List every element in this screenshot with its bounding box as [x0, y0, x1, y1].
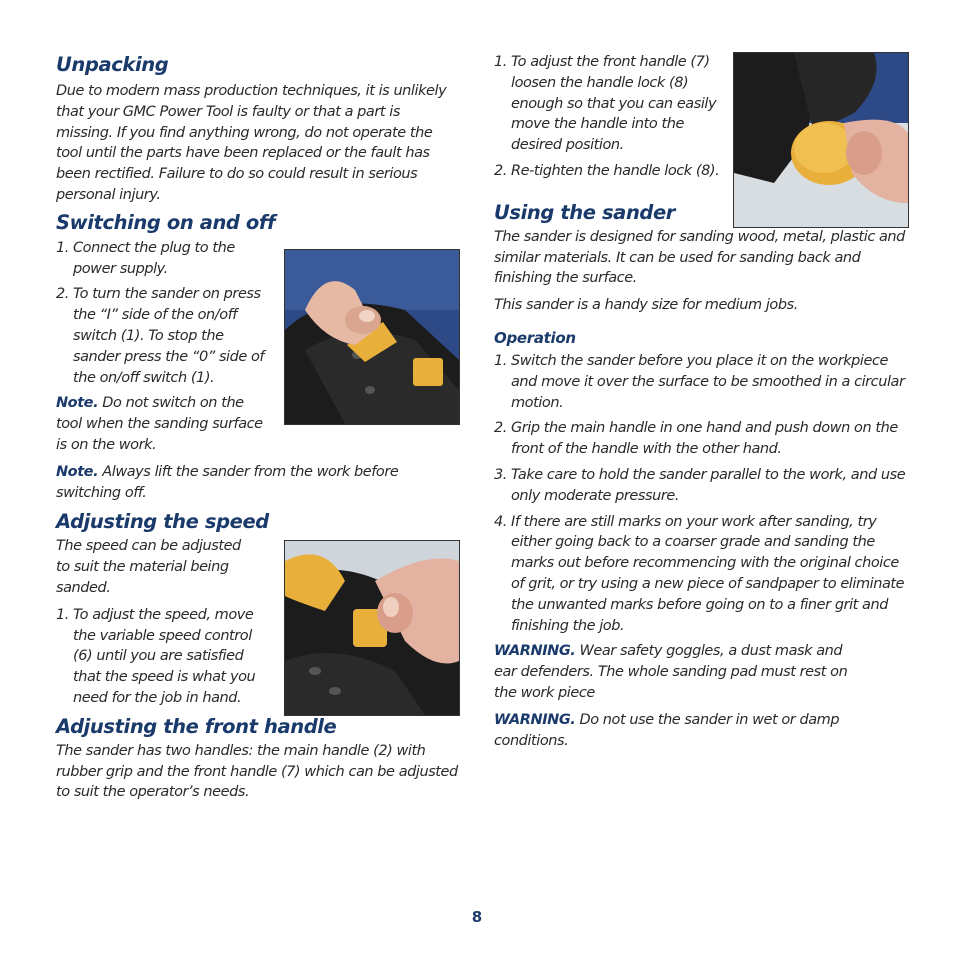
- front-handle-heading: Adjusting the front handle: [56, 714, 337, 738]
- switching-note-1: Note. Do not switch on the tool when the sanding surface is on the work.: [56, 395, 263, 453]
- list-item: 2. Grip the main handle in one hand and push down on the front of the handle with the other hand.: [494, 420, 898, 458]
- operation-heading: Operation: [494, 328, 576, 347]
- using-body-2: This sander is a handy size for medium jobs.: [494, 297, 798, 314]
- page-number: 8: [471, 908, 483, 926]
- warning-2: WARNING. Do not use the sander in wet or damp conditions.: [494, 711, 840, 749]
- list-item: 1. To adjust the speed, move the variable speed control (6) until you are satisfied that the speed is what you need for the job in hand.: [56, 606, 256, 706]
- switching-steps: [56, 238, 268, 389]
- list-item: 1. Connect the plug to the power supply.: [56, 239, 235, 277]
- speed-steps: [56, 605, 268, 709]
- list-item: 3. Take care to hold the sander parallel to the work, and use only moderate pressure.: [494, 466, 906, 504]
- using-heading: Using the sander: [494, 200, 676, 224]
- speed-control-photo: [284, 540, 460, 716]
- operation-steps: [494, 351, 908, 636]
- list-item: 2. To turn the sander on press the “I” side of the on/off switch (1). To stop the sander press the “0” side of the on/off switch (1).: [56, 286, 265, 386]
- using-body-1: The sander is designed for sanding wood, metal, plastic and similar materials. It can be used for sanding back and finishing the surface.: [494, 228, 905, 287]
- switch-photo: [284, 249, 460, 425]
- front-handle-body: The sander has two handles: the main handle (2) with rubber grip and the front handle (7) which can be adjusted to suit the operator’s needs.: [56, 742, 458, 801]
- speed-intro: The speed can be adjusted to suit the material being sanded.: [56, 538, 241, 596]
- list-item: 1. To adjust the front handle (7) loosen the handle lock (8) enough so that you can easily move the handle into the desired position.: [494, 54, 717, 154]
- list-item: 2. Re-tighten the handle lock (8).: [494, 162, 720, 179]
- unpacking-heading: Unpacking: [56, 53, 169, 76]
- switching-heading: Switching on and off: [56, 210, 276, 234]
- unpacking-body: Due to modern mass production techniques, it is unlikely that your GMC Power Tool is faulty or that a part is missing. If you find anything wrong, do not operate the tool until the parts have been replaced or the fault has been rectified. Failure to do so could result in serious personal injury.: [56, 83, 447, 203]
- list-item: 1. Switch the sander before you place it on the workpiece and move it over the surface to be smoothed in a circular motion.: [494, 352, 905, 411]
- front-handle-steps: [494, 52, 722, 182]
- switching-note-2: Note. Always lift the sander from the work before switching off.: [56, 463, 399, 501]
- handle-lock-photo: [733, 52, 909, 228]
- list-item: 4. If there are still marks on your work after sanding, try either going back to a coarser grade and sanding the marks out before recommencing with the original choice of grit, or try using a new piece of sandpaper to eliminate the unwanted marks before going on to a finer grit and finishing the job.: [494, 513, 905, 634]
- speed-heading: Adjusting the speed: [56, 510, 269, 534]
- warning-1: WARNING. Wear safety goggles, a dust mask and ear defenders. The whole sanding pad must rest on the work piece: [494, 643, 848, 701]
